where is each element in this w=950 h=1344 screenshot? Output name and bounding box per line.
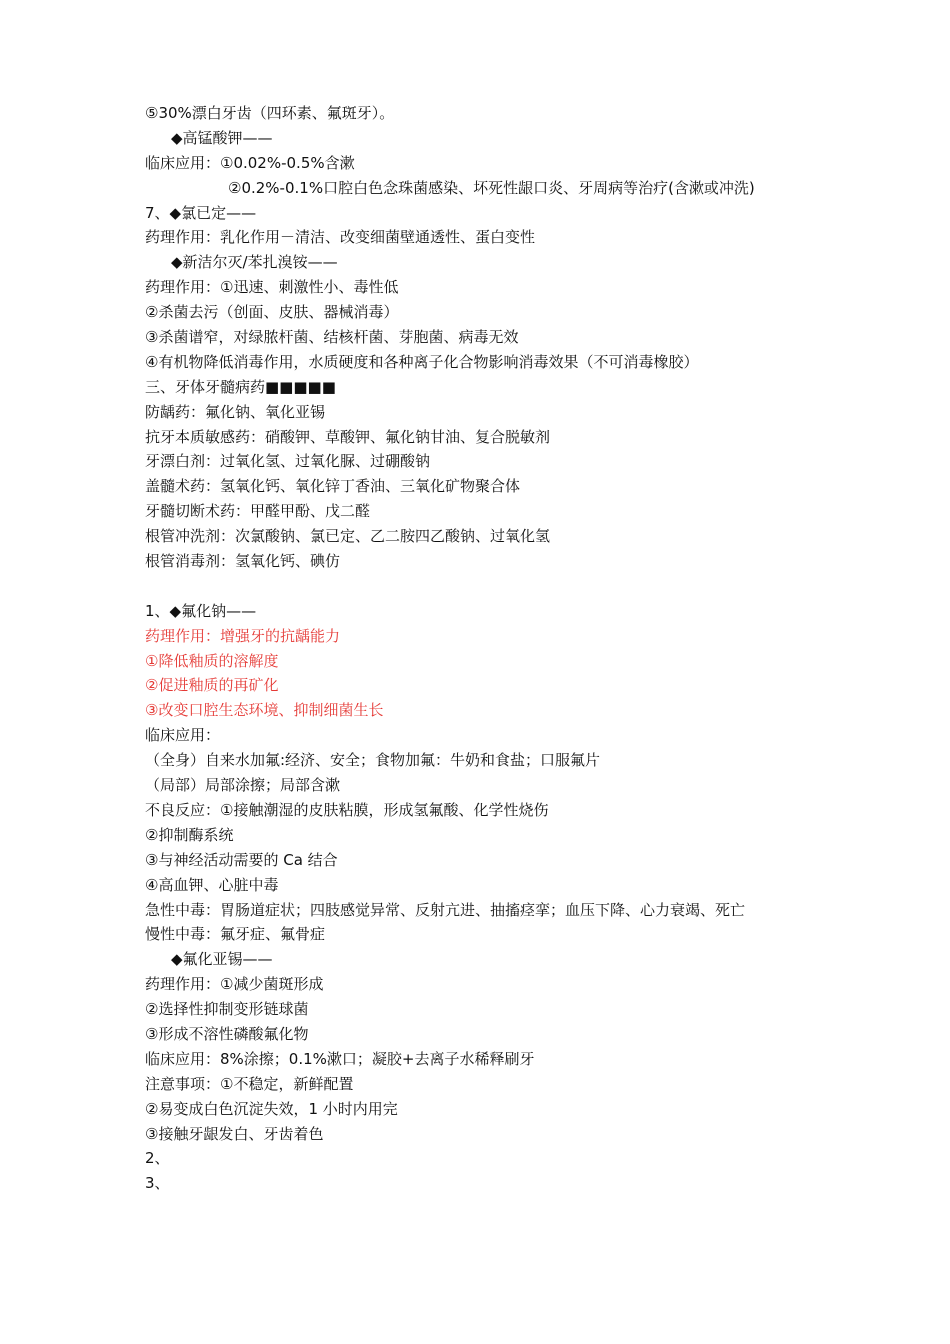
text-line: 3、 [145, 1174, 170, 1193]
text-line: ⑤30%漂白牙齿（四环素、氟斑牙）。 [145, 104, 395, 122]
text-line: 盖髓术药：氢氧化钙、氧化锌丁香油、三氧化矿物聚合体 [145, 477, 521, 496]
text-line: ◆高锰酸钾—— [171, 128, 273, 147]
text-line: 药理作用：乳化作用－清洁、改变细菌壁通透性、蛋白变性 [145, 228, 536, 247]
text-line: 注意事项：①不稳定，新鲜配置 [145, 1074, 354, 1093]
text-line: 防龋药：氟化钠、氧化亚锡 [145, 402, 326, 421]
text-line: 药理作用：①迅速、刺激性小、毒性低 [145, 278, 399, 297]
text-line: 药理作用：①减少菌斑形成 [145, 975, 324, 994]
text-line: ②抑制酶系统 [145, 825, 234, 844]
text-line: 牙髓切断术药：甲醛甲酚、戊二醛 [145, 502, 371, 521]
document-body [145, 101, 845, 1196]
text-line: 临床应用：①0.02%-0.5%含漱 [145, 153, 355, 172]
text-line: 2、 [145, 1149, 170, 1168]
text-line: 不良反应：①接触潮湿的皮肤粘膜，形成氢氟酸、化学性烧伤 [145, 800, 549, 819]
text-line: 药理作用：增强牙的抗龋能力 [145, 626, 341, 645]
text-line: ②促进釉质的再矿化 [145, 676, 279, 695]
text-line: ③接触牙龈发白、牙齿着色 [145, 1124, 324, 1143]
text-line: 7、◆氯已定—— [145, 203, 257, 222]
blank-line [145, 574, 845, 599]
text-line: 抗牙本质敏感药：硝酸钾、草酸钾、氟化钠甘油、复合脱敏剂 [145, 427, 551, 446]
text-line: ②0.2%-0.1%口腔白色念珠菌感染、坏死性龈口炎、牙周病等治疗(含漱或冲洗) [228, 178, 755, 197]
text-line: ④高血钾、心脏中毒 [145, 875, 279, 894]
text-line: ③改变口腔生态环境、抑制细菌生长 [145, 701, 384, 720]
text-line: ③形成不溶性磷酸氟化物 [145, 1024, 309, 1043]
text-line: 三、牙体牙髓病药■■■■■ [145, 377, 336, 396]
text-line: 临床应用： [145, 726, 221, 745]
text-line: ①降低釉质的溶解度 [145, 651, 279, 670]
text-line: ④有机物降低消毒作用，水质硬度和各种离子化合物影响消毒效果（不可消毒橡胶） [145, 352, 699, 371]
text-line: ③与神经活动需要的 Ca 结合 [145, 850, 338, 869]
text-line: 临床应用：8%涂擦；0.1%漱口；凝胶+去离子水稀释刷牙 [145, 1049, 535, 1068]
text-line: ◆氟化亚锡—— [171, 950, 273, 969]
text-line: 根管消毒剂：氢氧化钙、碘仿 [145, 552, 341, 571]
text-line: ③杀菌谱窄，对绿脓杆菌、结核杆菌、芽胞菌、病毒无效 [145, 328, 519, 347]
text-line: ②杀菌去污（创面、皮肤、器械消毒） [145, 303, 399, 322]
text-line: （全身）自来水加氟:经济、安全；食物加氟：牛奶和食盐；口服氟片 [145, 751, 601, 770]
text-line: 1、◆氟化钠—— [145, 601, 257, 620]
text-line: （局部）局部涂擦；局部含漱 [145, 776, 341, 795]
text-line: ②选择性抑制变形链球菌 [145, 1000, 309, 1019]
text-line: 急性中毒：胃肠道症状；四肢感觉异常、反射亢进、抽搐痉挛；血压下降、心力衰竭、死亡 [145, 900, 746, 919]
text-line: 根管冲洗剂：次氯酸钠、氯已定、乙二胺四乙酸钠、过氧化氢 [145, 527, 551, 546]
text-line: 慢性中毒：氟牙症、氟骨症 [145, 925, 326, 944]
text-line: ◆新洁尔灭/苯扎溴铵—— [171, 253, 338, 272]
text-line: ②易变成白色沉淀失效，1 小时内用完 [145, 1099, 398, 1118]
text-line: 牙漂白剂：过氧化氢、过氧化脲、过硼酸钠 [145, 452, 431, 471]
